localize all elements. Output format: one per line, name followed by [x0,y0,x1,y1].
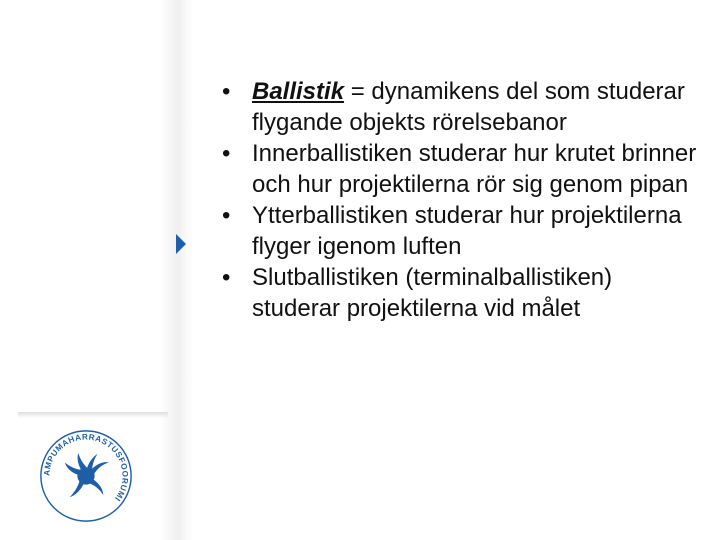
bullet-glyph: • [222,264,231,291]
active-section-marker [176,234,186,254]
sidebar-divider [18,412,168,418]
bullet-text: Slutballistiken (terminalballistiken) studerar projektilerna vid målet [252,264,613,322]
bullet-term: Ballistik [252,78,345,105]
organization-seal-icon [38,428,134,524]
bullet-item [220,138,700,200]
bullet-glyph: • [222,140,231,167]
bullet-item [220,262,700,324]
bullet-glyph: • [222,202,231,229]
sidebar [0,0,176,540]
bullet-text: Innerballistiken studerar hur krutet brinner och hur projektilerna rör sig genom pipan [252,140,697,198]
bullet-glyph: • [222,78,231,105]
seal-ring-text: AMPUMAHARRASTUSFOORUMI [42,432,130,504]
bullet-item [220,76,700,138]
slide-content [220,76,700,324]
sidebar-shadow [160,0,194,540]
bullet-item [220,200,700,262]
bullet-text: = dynamikens del som studerar flygande objekts rörelsebanor [252,78,685,136]
bullet-text: Ytterballistiken studerar hur projektilerna flyger igenom luften [252,202,682,260]
